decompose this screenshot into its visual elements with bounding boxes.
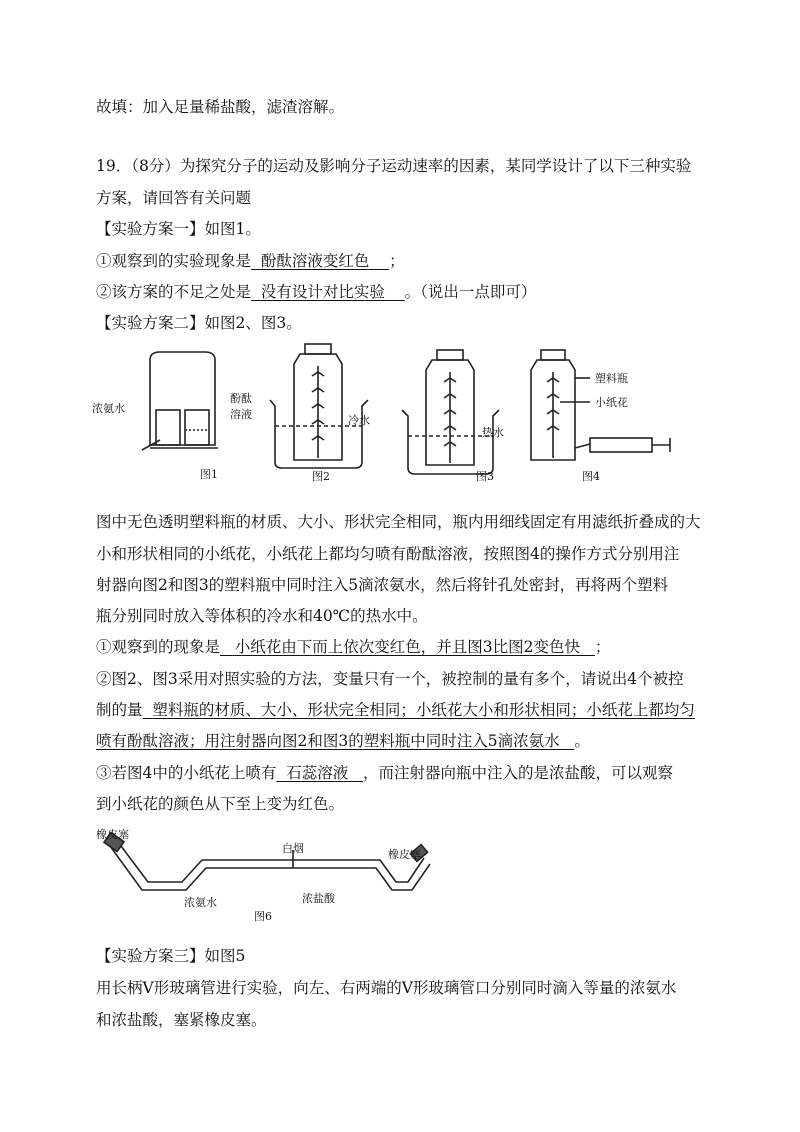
fig4-label-flower: 小纸花	[595, 396, 628, 409]
fig1-caption: 图1	[200, 468, 218, 481]
q5-answer: 石蕊溶液	[286, 764, 349, 782]
fig3-label-hot-water: 热水	[482, 426, 504, 439]
q5-prompt: ③若图4中的小纸花上喷有	[96, 764, 277, 782]
text-line-1: 故填：加入足量稀盐酸，滤渣溶解。	[96, 98, 345, 116]
text-line-12	[96, 637, 610, 657]
plan-one-heading: 【实验方案一】如图1。	[96, 220, 261, 238]
fig4-label-bottle: 塑料瓶	[595, 372, 628, 385]
q4-end: 。	[574, 732, 590, 750]
fig1-label-phenol-1: 酚酞	[230, 392, 252, 405]
text-line-19: 用长柄V形玻璃管进行实验，向左、右两端的V形玻璃管口分别同时滴入等量的浓氨水	[96, 979, 677, 997]
fig6-label-right-stopper: 橡皮塞	[388, 848, 421, 861]
fig2-label-cold-water: 冷水	[348, 414, 370, 427]
q4-answer-part2: 喷有酚酞溶液；用注射器向图2和图3的塑料瓶中同时注入5滴浓氨水	[96, 732, 560, 750]
q1-answer: 酚酞溶液变红色	[260, 252, 370, 270]
figure-1	[142, 352, 218, 450]
text-line-13: ②图2、图3采用对照实验的方法，变量只有一个，被控制的量有多个，请说出4个被控	[96, 670, 684, 688]
fig6-label-left-stopper: 橡皮塞	[96, 828, 129, 841]
q3-answer: 小纸花由下而上依次变红色，并且图3比图2变色快	[234, 638, 581, 656]
text-line-5	[96, 251, 405, 271]
text-line-17: 到小纸花的颜色从下至上变为红色。	[96, 795, 345, 813]
fig4-caption: 图4	[582, 470, 600, 483]
text-line-11: 瓶分别同时放入等体积的冷水和40℃的热水中。	[96, 607, 428, 625]
text-line-16	[96, 763, 673, 783]
fig2-caption: 图2	[312, 470, 330, 483]
fig6-label-smoke: 白烟	[282, 842, 304, 855]
plan-three-heading: 【实验方案三】如图5	[96, 947, 246, 965]
fig6-label-ammonia: 浓氨水	[184, 896, 217, 909]
fig1-label-ammonia: 浓氨水	[92, 402, 125, 415]
text-line-3: 方案，请回答有关问题	[96, 189, 252, 207]
text-line-8: 图中无色透明塑料瓶的材质、大小、形状完全相同，瓶内用细线固定有用滤纸折叠成的大	[96, 513, 701, 531]
fig1-label-phenol-2: 溶液	[230, 408, 252, 421]
q2-prompt: ②该方案的不足之处是	[96, 283, 252, 301]
q2-answer: 没有设计对比实验	[260, 283, 385, 301]
q5-rest: ，而注射器向瓶中注入的是浓盐酸，可以观察	[363, 764, 674, 782]
q3-end: ；	[594, 638, 611, 656]
figures-1-4	[90, 340, 710, 490]
fig3-caption: 图3	[476, 470, 494, 483]
text-line-6	[96, 282, 536, 302]
fig6-label-hcl: 浓盐酸	[302, 892, 335, 905]
question-19-heading: 19．（8分）为探究分子的运动及影响分子运动速率的因素，某同学设计了以下三种实验	[96, 157, 692, 175]
figure-6	[96, 828, 436, 938]
q2-end: 。（说出一点即可）	[404, 283, 537, 301]
text-line-14	[96, 700, 695, 720]
plan-two-heading: 【实验方案二】如图2、图3。	[96, 314, 302, 332]
figure-2	[270, 344, 368, 468]
fig6-caption: 图6	[254, 910, 272, 923]
text-line-20: 和浓盐酸，塞紧橡皮塞。	[96, 1011, 267, 1029]
q4-answer-part1: 塑料瓶的材质、大小、形状完全相同；小纸花大小和形状相同；小纸花上都均匀	[152, 701, 695, 719]
q1-prompt: ①观察到的实验现象是	[96, 252, 252, 270]
text-line-15	[96, 731, 590, 751]
q4-prompt: 制的量	[96, 701, 143, 719]
figure-3	[402, 350, 499, 474]
q3-prompt: ①观察到的现象是	[96, 638, 221, 656]
text-line-10: 射器向图2和图3的塑料瓶中同时注入5滴浓氨水，然后将针孔处密封，再将两个塑料	[96, 576, 669, 594]
q1-end: ；	[389, 252, 405, 270]
text-line-9: 小和形状相同的小纸花，小纸花上都均匀喷有酚酞溶液，按照图4的操作方式分别用注	[96, 545, 680, 563]
